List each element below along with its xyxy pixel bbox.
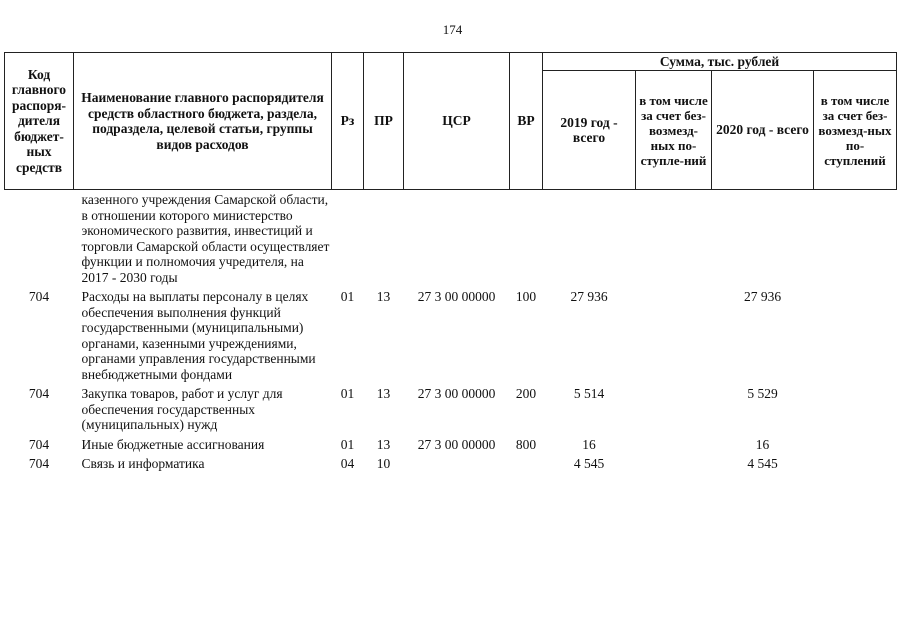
row-2019-free — [636, 433, 712, 453]
row-2019-free — [636, 285, 712, 382]
row-2019-total: 5 514 — [573, 386, 605, 401]
row-2020-total: 16 — [755, 436, 770, 452]
row-code: 704 — [28, 386, 50, 401]
table-row — [5, 382, 897, 433]
row-rz: 01 — [340, 289, 355, 304]
row-2019-free — [636, 452, 712, 472]
row-2020-free — [814, 285, 897, 382]
row-2019-free — [636, 190, 712, 286]
row-pr: 13 — [376, 386, 391, 401]
row-2020-total: 27 936 — [743, 289, 782, 304]
row-rz: 01 — [340, 386, 355, 401]
row-name: Закупка товаров, работ и услуг для обеспечения государственных (муниципальных) нужд — [81, 386, 283, 432]
header-name: Наименование главного распорядителя средств областного бюджета, раздела, подраздела, целевой статьи, группы видов расходов — [74, 53, 332, 190]
row-2019-total: 4 545 — [573, 456, 605, 471]
header-pr: ПР — [364, 53, 404, 190]
row-2020-free — [814, 452, 897, 472]
row-csr: 27 3 00 00000 — [417, 386, 496, 401]
row-2020-free — [814, 190, 897, 286]
row-2019-total — [543, 190, 636, 286]
table-row — [5, 285, 897, 382]
row-csr — [404, 190, 510, 286]
row-name: Расходы на выплаты персоналу в целях обеспечения выполнения функций государственными (муниципальными) органами, казенными учреждениями, органами управления государственными внебюджетными фондами — [81, 289, 316, 382]
header-rz: Рз — [332, 53, 364, 190]
row-vr — [510, 452, 543, 472]
header-code: Код главного распоря-дителя бюджет-ных средств — [5, 53, 74, 190]
row-rz: 04 — [340, 456, 355, 471]
row-name: Иные бюджетные ассигнования — [81, 436, 265, 452]
table-row — [5, 190, 897, 286]
row-2020-free — [814, 382, 897, 433]
header-2020-free: в том числе за счет без-возмезд-ных по-ступлений — [814, 71, 897, 190]
budget-table — [4, 52, 897, 472]
row-2020-total — [712, 190, 814, 286]
row-vr — [510, 190, 543, 286]
row-csr — [404, 452, 510, 472]
row-2020-total: 5 529 — [747, 386, 778, 401]
row-code: 704 — [28, 436, 50, 452]
row-vr: 800 — [515, 436, 537, 452]
header-csr: ЦСР — [404, 53, 510, 190]
row-code: 704 — [28, 456, 50, 471]
table-header — [5, 53, 897, 190]
row-code: 704 — [28, 289, 50, 304]
row-name: казенного учреждения Самарской области, в отношении которого министерство экономического развития, инвестиций и торговли Самарской области осуществляет функции и полномочия учредителя, на 2017 - 2030 годы — [81, 192, 330, 285]
table-row — [5, 433, 897, 453]
header-sum-group: Сумма, тыс. рублей — [543, 53, 897, 71]
page-number: 174 — [442, 22, 463, 37]
row-2019-total: 16 — [582, 436, 596, 452]
row-vr: 100 — [515, 289, 537, 304]
header-vr: ВР — [510, 53, 543, 190]
row-rz: 01 — [340, 436, 355, 452]
header-2019-free: в том числе за счет без-возмезд-ных по-ступле-ний — [636, 71, 712, 190]
row-csr: 27 3 00 00000 — [417, 289, 496, 304]
row-name: Связь и информатика — [81, 456, 205, 471]
table-row — [5, 452, 897, 472]
header-2020-total: 2020 год - всего — [712, 71, 814, 190]
table-body — [5, 190, 897, 472]
row-2020-total: 4 545 — [747, 456, 778, 471]
row-pr: 10 — [376, 456, 391, 471]
row-2019-free — [636, 382, 712, 433]
row-vr: 200 — [515, 386, 537, 401]
row-pr — [364, 190, 404, 286]
header-2019-total: 2019 год - всего — [543, 71, 636, 190]
row-2020-free — [814, 433, 897, 453]
row-pr: 13 — [376, 436, 391, 452]
row-rz — [332, 190, 364, 286]
row-pr: 13 — [376, 289, 391, 304]
row-2019-total: 27 936 — [570, 289, 608, 304]
row-code — [5, 190, 74, 286]
row-csr: 27 3 00 00000 — [417, 436, 496, 452]
